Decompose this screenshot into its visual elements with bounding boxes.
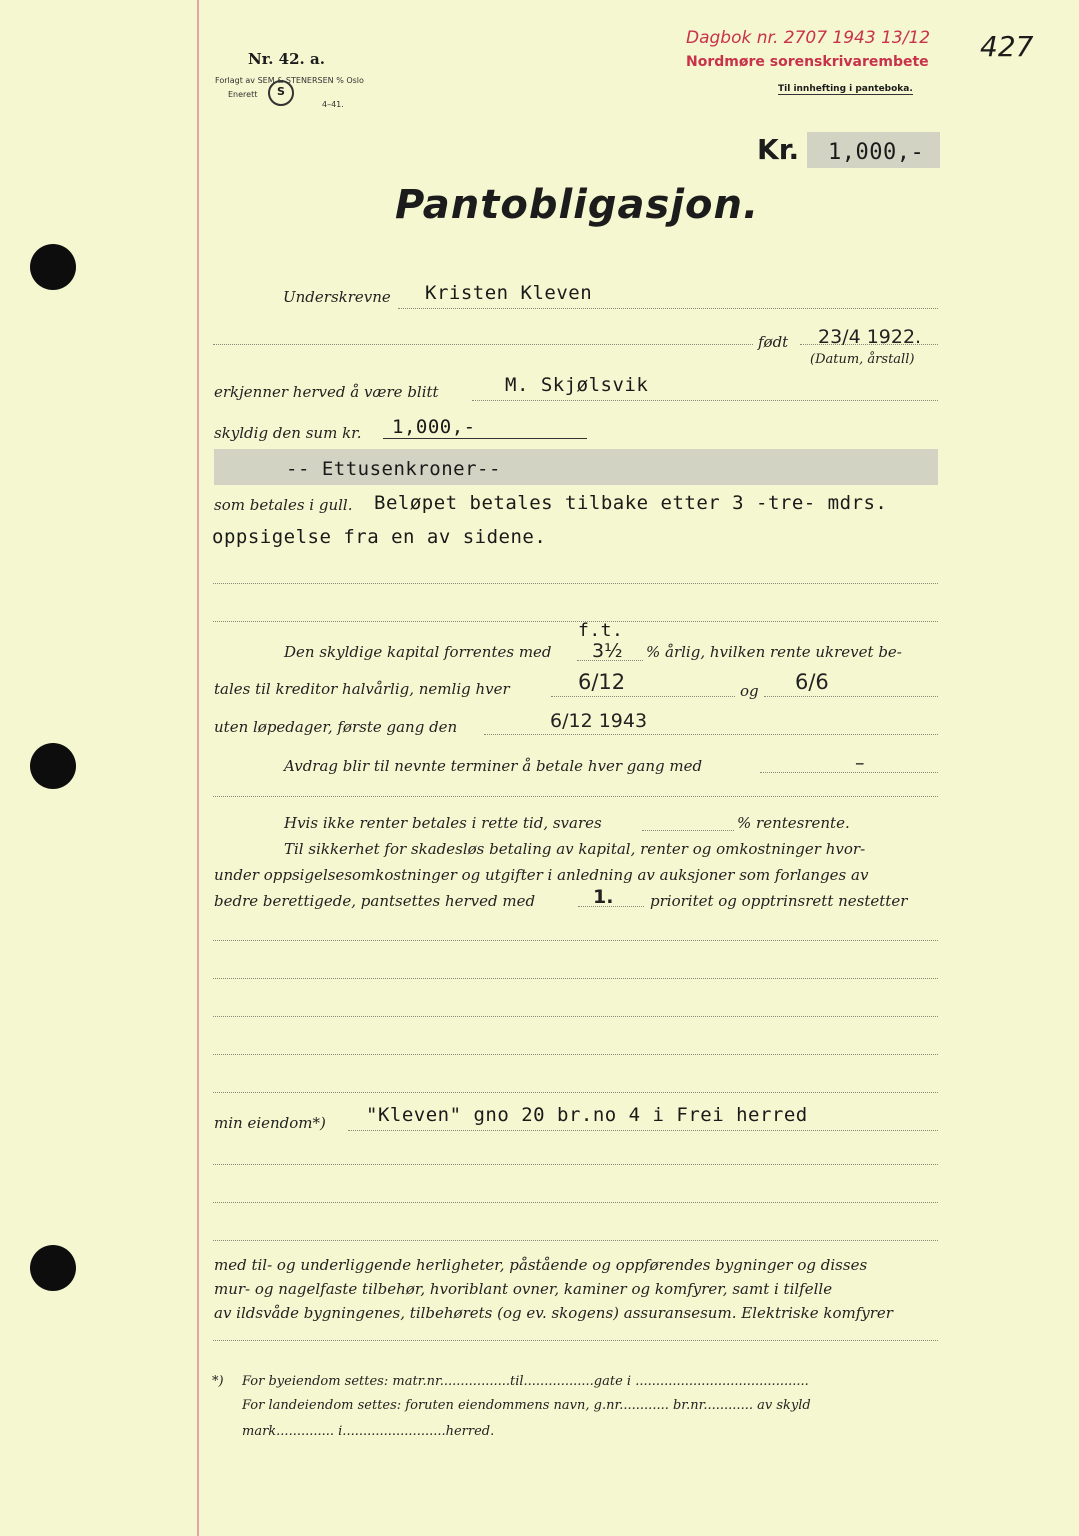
blank-line [213, 621, 938, 622]
date2-line [764, 696, 938, 697]
interest-date2: 6/6 [795, 670, 829, 694]
amount-prefix: Kr. [757, 133, 800, 166]
footnote-line1: For byeiendom settes: matr.nr.................til.................gate i .......................................... [242, 1374, 809, 1389]
gold-label: som betales i gull. [214, 496, 353, 514]
stamp-diary-number: Dagbok nr. 2707 1943 13/12 [686, 28, 931, 48]
amount-value: 1,000,- [828, 140, 925, 165]
sum-value: 1,000,- [392, 416, 476, 438]
stamp-instruction: Til innhefting i panteboka. [778, 84, 913, 94]
creditor-value: M. Skjølsvik [505, 374, 649, 396]
rate-value: 3½ [592, 640, 623, 662]
gold-value: Beløpet betales tilbake etter 3 -tre- mdrs. [374, 492, 888, 514]
blank-line [213, 1092, 938, 1093]
blank-line [213, 1164, 938, 1165]
priority-line [578, 906, 644, 907]
stamp-office: Nordmøre sorenskrivarembete [686, 54, 929, 70]
blank-line [213, 940, 938, 941]
blank-line [213, 796, 938, 797]
rate-line [577, 660, 643, 661]
blank-line [213, 1340, 938, 1341]
born-value: 23/4 1922. [818, 326, 922, 348]
blank-line [213, 1240, 938, 1241]
penalty-rest: % rentesrente. [737, 814, 850, 832]
document-title: Pantobligasjon. [395, 182, 760, 228]
blank-line [213, 344, 753, 345]
appurtenances-line3: av ildsvåde bygningenes, tilbehørets (og ev. skogens) assuransesum. Elektriske komfyrer [214, 1304, 893, 1322]
form-number: Nr. 42. a. [248, 50, 325, 68]
creditor-label: erkjenner herved å være blitt [214, 383, 439, 401]
first-date-value: 6/12 1943 [550, 710, 648, 732]
security-line1: Til sikkerhet for skadesløs betaling av kapital, renter og omkostninger hvor- [284, 840, 866, 858]
sum-line [383, 438, 587, 439]
punch-hole-middle [30, 743, 76, 789]
date1-line [551, 696, 735, 697]
publisher-logo-icon: S [268, 80, 294, 106]
penalty-label: Hvis ikke renter betales i rette tid, svares [284, 814, 602, 832]
footnote-line2: For landeiendom settes: foruten eiendommens navn, g.nr............ br.nr............ av skyld [242, 1398, 811, 1413]
appurtenances-line1: med til- og underliggende herligheter, påstående og oppførendes bygninger og disses [214, 1256, 868, 1274]
property-label: min eiendom*) [214, 1114, 326, 1132]
security-line3-rest: prioritet og opptrinsrett nestetter [650, 892, 908, 910]
publisher-line-3: 4–41. [322, 100, 344, 109]
interest-line1-label: Den skyldige kapital forrentes med [284, 643, 552, 661]
interest-line3-label: uten løpedager, første gang den [214, 718, 458, 736]
gold-value-line2: oppsigelse fra en av sidene. [212, 526, 547, 548]
blank-line [213, 1054, 938, 1055]
blank-line [213, 1016, 938, 1017]
blank-line [213, 978, 938, 979]
creditor-line [472, 400, 938, 401]
interest-line2-label: tales til kreditor halvårlig, nemlig hver [214, 680, 510, 698]
interest-line1-rest: % årlig, hvilken rente ukrevet be- [646, 643, 902, 661]
amount-words-value: -- Ettusenkroner-- [286, 458, 501, 480]
margin-line [197, 0, 199, 1536]
security-line2: under oppsigelsesomkostninger og utgifter i anledning av auksjoner som forlanges av [214, 866, 869, 884]
undersigned-value: Kristen Kleven [425, 282, 593, 304]
undersigned-label: Underskrevne [283, 288, 391, 306]
sum-label: skyldig den sum kr. [214, 424, 362, 442]
avdrag-line [760, 772, 938, 773]
security-line3-label: bedre berettigede, pantsettes herved med [214, 892, 536, 910]
first-date-line [484, 734, 938, 735]
undersigned-line [398, 308, 938, 309]
publisher-line-2: Enerett [228, 90, 258, 99]
blank-line [213, 583, 938, 584]
page-number: 427 [980, 30, 1034, 63]
blank-line [213, 1202, 938, 1203]
rate-note: f.t. [578, 620, 624, 641]
punch-hole-top [30, 244, 76, 290]
interest-date1: 6/12 [578, 670, 626, 694]
property-line [348, 1130, 938, 1131]
og-label: og [740, 682, 759, 700]
property-value: "Kleven" gno 20 br.no 4 i Frei herred [366, 1104, 808, 1126]
punch-hole-bottom [30, 1245, 76, 1291]
born-hint: (Datum, årstall) [810, 352, 915, 367]
penalty-line [642, 830, 734, 831]
footnote-line3: mark.............. i.........................herred. [242, 1424, 495, 1439]
appurtenances-line2: mur- og nagelfaste tilbehør, hvoriblant ovner, kaminer og komfyrer, samt i tilfelle [214, 1280, 833, 1298]
footnote-mark: *) [212, 1374, 224, 1389]
avdrag-value: – [855, 752, 865, 774]
avdrag-label: Avdrag blir til nevnte terminer å betale hver gang med [284, 757, 703, 775]
priority-value: 1. [593, 886, 614, 908]
born-label: født [758, 333, 789, 351]
publisher-line-1: Forlagt av SEM & STENERSEN % Oslo [215, 76, 364, 85]
